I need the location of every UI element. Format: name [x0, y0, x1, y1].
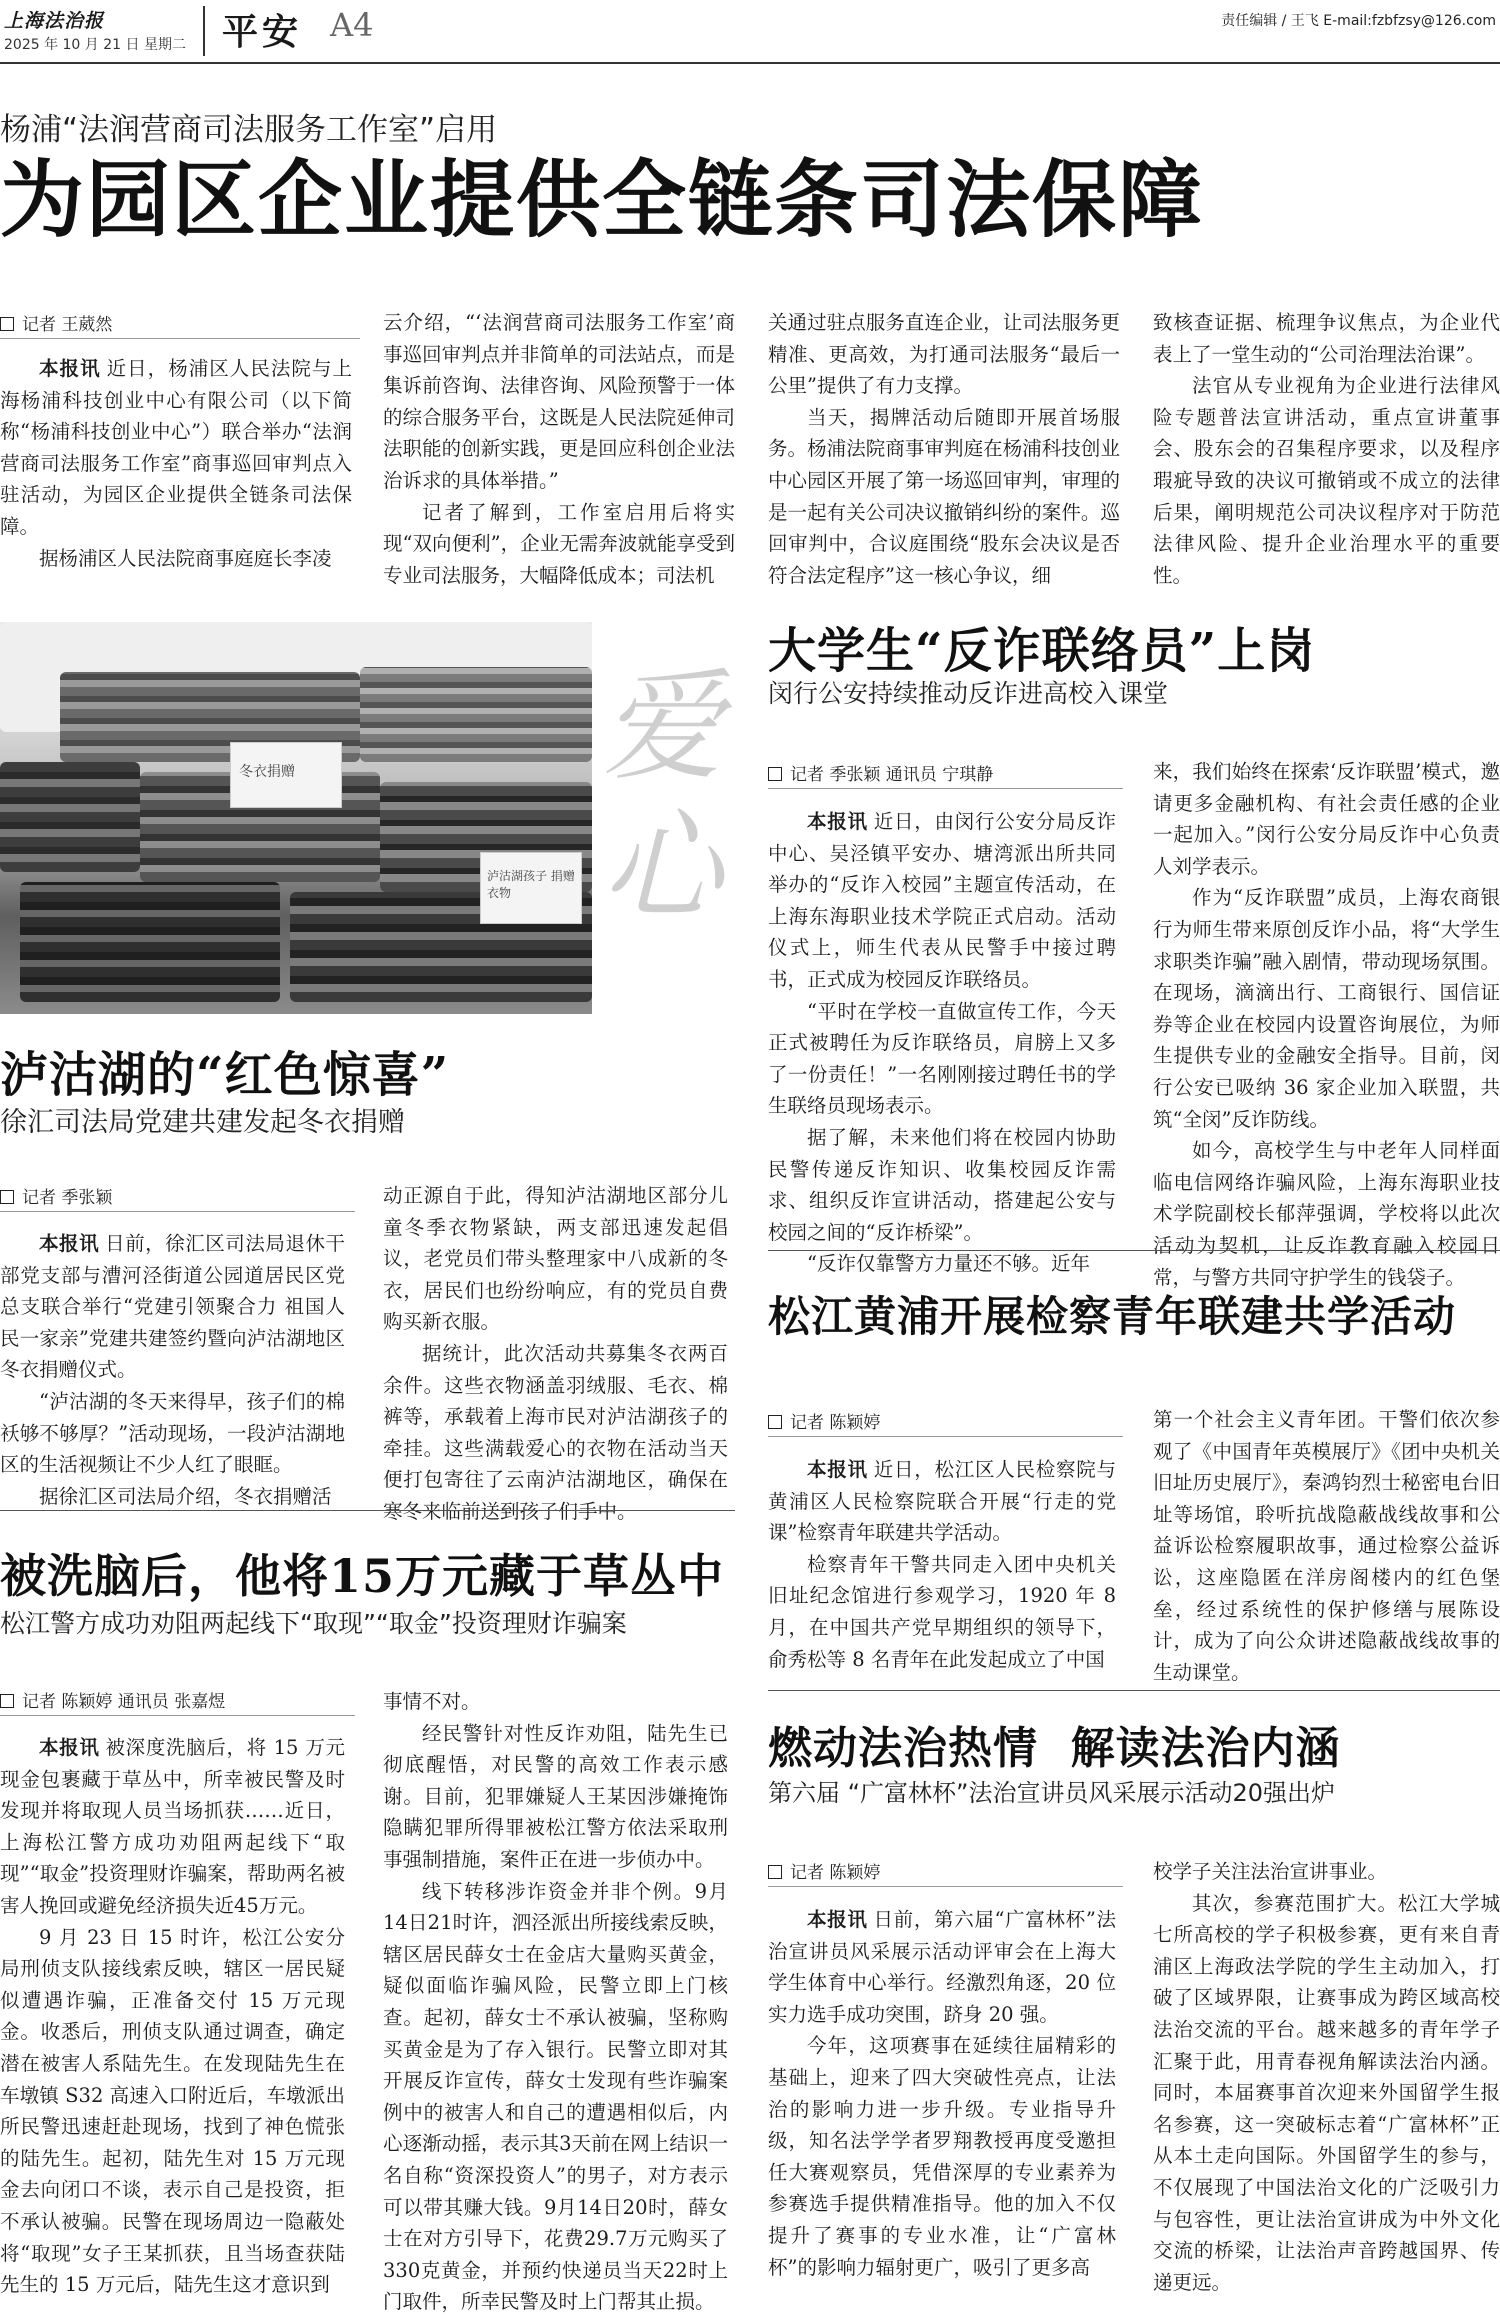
a6-para-3: 校学子关注法治宣讲事业。: [1153, 1860, 1388, 1883]
a3-para-4: “反诈仅靠警方力量还不够。近年: [807, 1252, 1090, 1276]
a2-subtitle: 徐汇司法局党建共建发起冬衣捐赠: [0, 1107, 405, 1138]
editor-info: 责任编辑 / 王飞 E-mail:fzbfzsy@126.com: [1221, 13, 1496, 29]
a2-para-5: 据统计，此次活动共募集冬衣两百余件。这些衣物涵盖羽绒服、毛衣、棉裤等，承载着上海市民对泸沽湖孩子的牵挂。这些满载爱心的衣物在活动当天便打包寄往了云南泸沽湖地区，确保在寒冬来临前送到孩子们手中。: [383, 1341, 728, 1523]
calligraphy-love: 爱心: [602, 658, 722, 937]
clothing-stack: [20, 882, 280, 1002]
a3-para-3: 据了解，未来他们将在校园内协助民警传递反诈知识、收集校园反诈需求、组织反诈宣讲活动，搭建起公安与校园之间的“反诈桥梁”。: [768, 1125, 1116, 1244]
a2-column-2: [383, 1180, 728, 1528]
issue-date: 2025 年 10 月 21 日 星期二: [4, 37, 186, 53]
a1-para-1: 本报讯 近日，杨浦区人民法院与上海杨浦科技创业中心有限公司（以下简称“杨浦科技创业中心”）联合举办“法润营商司法服务工作室”商事巡回审判点入驻活动，为园区企业提供全链条司法保障。: [0, 357, 352, 538]
donation-sign: 泸沽湖孩子 捐赠衣物: [480, 852, 582, 924]
section-name: 平安: [222, 12, 303, 53]
a3-para-5: 来，我们始终在探索‘反诈联盟’模式，邀请更多金融机构、有社会责任感的企业一起加入。”闵行公安分局反诈中心负责人刘学表示。: [1153, 760, 1500, 878]
masthead: [0, 0, 1500, 62]
byline-box-icon: [0, 1694, 14, 1708]
a6-subtitle: 第六届 “广富林杯”法治宣讲员风采展示活动20强出炉: [768, 1779, 1336, 1807]
a4-byline: 记者 陈颖婷 通讯员 张嘉煜: [0, 1687, 225, 1712]
a4-byline-rule: [0, 1715, 355, 1716]
masthead-rule: [0, 62, 1500, 64]
a6-byline-rule: [768, 1886, 1123, 1887]
masthead-divider: [203, 6, 205, 56]
a3-subtitle: 闵行公安持续推动反诈进高校入课堂: [768, 679, 1169, 708]
a5-top-rule: [768, 1250, 1500, 1251]
a1-byline: 记者 王葳然: [0, 310, 112, 335]
a1-para-6: 当天，揭牌活动后随即开展首场服务。杨浦法院商事审判庭在杨浦科技创业中心园区开展了第一场巡回审判，审理的是一起有关公司决议撤销纠纷的案件。巡回审判中，合议庭围绕“股东会决议是否符合法定程序”这一核心争议，细: [768, 405, 1120, 587]
a1-para-2: 据杨浦区人民法院商事庭庭长李凌: [39, 546, 332, 570]
byline-box-icon: [768, 1415, 782, 1429]
a4-column-2: [383, 1686, 728, 2318]
a1-column-4: [1153, 307, 1500, 591]
a4-para-3: 事情不对。: [383, 1690, 481, 1713]
a6-para-1: 本报讯 日前，第六届“广富林杯”法治宣讲员风采展示活动评审会在上海大学生体育中心举行。经激烈角逐，20 位实力选手成功突围，跻身 20 强。: [768, 1908, 1116, 2026]
a1-column-1: [0, 353, 352, 574]
byline-box-icon: [768, 767, 782, 781]
donation-photo: [0, 622, 592, 1014]
a6-top-rule: [768, 1690, 1500, 1691]
paper-logo: 上海法治报: [4, 10, 105, 32]
a1-title: 为园区企业提供全链条司法保障: [0, 150, 1205, 249]
page-number: A4: [330, 6, 374, 44]
a2-bottom-rule: [0, 1510, 735, 1511]
a4-title: 被洗脑后，他将15万元藏于草丛中: [0, 1549, 725, 1603]
a1-kicker: 杨浦“法润营商司法服务工作室”启用: [0, 112, 498, 148]
clothing-stack: [0, 762, 140, 872]
a5-title: 松江黄浦开展检察青年联建共学活动: [768, 1292, 1457, 1341]
a3-column-1: [768, 806, 1116, 1280]
a6-para-4: 其次，参赛范围扩大。松江大学城七所高校的学子积极参赛，更有来自青浦区上海政法学院的学生主动加入，打破了区域界限，让赛事成为跨区域高校法治交流的平台。越来越多的青年学子汇聚于此，用青春视角解读法治内涵。同时，本届赛事首次迎来外国留学生报名参赛，这一突破标志着“广富林杯”正从本土走向国际。外国留学生的参与，不仅展现了中国法治文化的广泛吸引力与包容性，更让法治宣讲成为中外文化交流的桥梁，让法治声音跨越国界、传递更远。: [1153, 1891, 1500, 2294]
a3-title: 大学生“反诈联络员”上岗: [768, 623, 1316, 679]
a5-para-1: 本报讯 近日，松江区人民检察院与黄浦区人民检察院联合开展“行走的党课”检察青年联建共学活动。: [768, 1458, 1116, 1545]
a4-para-2: 9 月 23 日 15 时许，松江公安分局刑侦支队接线索反映，辖区一居民疑似遭遇诈骗，正准备交付 15 万元现金。收悉后，刑侦支队通过调查，确定潜在被害人系陆先生。在发现陆先生在车墩镇 S32 高速入口附近后，车墩派出所民警迅速赶赴现场，找到了神色慌张的陆先生。起初，陆先生对 15 万元现金去向闭口不谈，表示自己是投资，拒不承认被骗。民警在现场周边一隐蔽处将“取现”女子王某抓获，且当场查获陆先生的 15 万元后，陆先生这才意识到: [0, 1925, 345, 2297]
a3-byline-rule: [768, 788, 1123, 789]
a3-column-2: [1153, 756, 1500, 1293]
a2-byline-rule: [0, 1211, 355, 1212]
byline-box-icon: [0, 317, 14, 331]
a5-byline: 记者 陈颖婷: [768, 1408, 880, 1433]
a1-byline-rule: [0, 338, 360, 339]
byline-box-icon: [0, 1190, 14, 1204]
a1-para-7: 致核查证据、梳理争议焦点，为企业代表上了一堂生动的“公司治理法治课”。: [1153, 311, 1500, 366]
a1-column-2: [383, 307, 735, 591]
a1-para-4: 记者了解到，工作室启用后将实现“双向便利”，企业无需奔波就能享受到专业司法服务，大幅降低成本；司法机: [383, 500, 735, 587]
clothing-stack: [360, 667, 592, 762]
donation-sign: 冬衣捐赠: [230, 742, 342, 808]
a3-para-2: “平时在学校一直做宣传工作，今天正式被聘任为反诈联络员，肩膀上又多了一份责任！”一名刚刚接过聘任书的学生联络员现场表示。: [768, 999, 1116, 1118]
a5-para-3: 第一个社会主义青年团。干警们依次参观了《中国青年英模展厅》《团中央机关旧址历史展厅》，秦鸿钧烈士秘密电台旧址等场馆，聆听抗战隐蔽战线故事和公益诉讼检察履职故事，通过检察公益诉讼，这座隐匿在洋房阁楼内的红色堡垒，经过系统性的保护修缮与展陈设计，成为了向公众讲述隐蔽战线故事的生动课堂。: [1153, 1408, 1500, 1684]
a3-para-7: 如今，高校学生与中老年人同样面临电信网络诈骗风险，上海东海职业技术学院副校长郁萍强调，学校将以此次活动为契机，让反诈教育融入校园日常，与警方共同守护学生的钱袋子。: [1153, 1139, 1500, 1289]
a2-title: 泸沽湖的“红色惊喜”: [0, 1047, 450, 1103]
a3-para-6: 作为“反诈联盟”成员，上海农商银行为师生带来原创反诈小品，将“大学生求职类诈骗”融入剧情，带动现场氛围。在现场，滴滴出行、工商银行、国信证券等企业在校园内设置咨询展位，为师生提供专业的金融安全指导。目前，闵行公安已吸纳 36 家企业加入联盟，共筑“全闵”反诈防线。: [1153, 886, 1500, 1131]
a3-para-1: 本报讯 近日，由闵行公安分局反诈中心、吴泾镇平安办、塘湾派出所共同举办的“反诈入校园”主题宣传活动，在上海东海职业技术学院正式启动。活动仪式上，师生代表从民警手中接过聘书，正式成为校园反诈联络员。: [768, 810, 1116, 991]
a2-para-4: 动正源自于此，得知泸沽湖地区部分儿童冬季衣物紧缺，两支部迅速发起倡议，老党员们带头整理家中八成新的冬衣，居民们也纷纷响应，有的党员自费购买新衣服。: [383, 1184, 728, 1334]
byline-box-icon: [768, 1865, 782, 1879]
a4-para-1: 本报讯 被深度洗脑后，将 15 万元现金包裹藏于草丛中，所幸被民警及时发现并将取现人员当场抓获……近日，上海松江警方成功劝阻两起线下“取现”“取金”投资理财诈骗案，帮助两名被害人挽回或避免经济损失近45万元。: [0, 1736, 345, 1917]
a5-para-2: 检察青年干警共同走入团中央机关旧址纪念馆进行参观学习，1920 年 8 月，在中国共产党早期组织的领导下，俞秀松等 8 名青年在此发起成立了中国: [768, 1552, 1116, 1671]
a5-column-2: [1153, 1404, 1500, 1688]
a4-para-5: 线下转移涉诈资金并非个例。9月14日21时许，泗泾派出所接线索反映，辖区居民薛女士在金店大量购买黄金，疑似面临诈骗风险，民警立即上门核查。起初，薛女士不承认被骗，坚称购买黄金是为了存入银行。民警立即对其开展反诈宣传，薛女士发现有些诈骗案例中的被害人和自己的遭遇相似后，内心逐渐动摇，表示其3天前在网上结识一名自称“资深投资人”的男子，对方表示可以带其赚大钱。9月14日20时，薛女士在对方引导下，花费29.7万元购买了330克黄金，并预约快递员当天22时上门取件，所幸民警及时上门帮其止损。: [383, 1879, 728, 2314]
a6-column-2: [1153, 1856, 1500, 2298]
a2-para-1: 本报讯 日前，徐汇区司法局退休干部党支部与漕河泾街道公园道居民区党总支联合举行“党建引领聚合力 祖国人民一家亲”党建共建签约暨向泸沽湖地区冬衣捐赠仪式。: [0, 1232, 345, 1382]
a5-column-1: [768, 1454, 1116, 1675]
a6-byline: 记者 陈颖婷: [768, 1858, 880, 1883]
a5-byline-rule: [768, 1436, 1123, 1437]
a2-para-2: “泸沽湖的冬天来得早，孩子们的棉袄够不够厚？”活动现场，一段泸沽湖地区的生活视频让不少人红了眼眶。: [0, 1389, 345, 1477]
a2-para-3: 据徐汇区司法局介绍，冬衣捐赠活: [39, 1484, 332, 1508]
a1-para-5: 关通过驻点服务直连企业，让司法服务更精准、更高效，为打通司法服务“最后一公里”提供了有力支撑。: [768, 311, 1120, 398]
a6-para-2: 今年，这项赛事在延续往届精彩的基础上，迎来了四大突破性亮点，让法治的影响力进一步升级。专业指导升级，知名法学学者罗翔教授再度受邀担任大赛观察员，凭借深厚的专业素养为参赛选手提供精准指导。他的加入不仅提升了赛事的专业水准，让“广富林杯”的影响力辐射更广，吸引了更多高: [768, 2034, 1116, 2279]
a4-column-1: [0, 1732, 345, 2301]
a4-para-4: 经民警针对性反诈劝阻，陆先生已彻底醒悟，对民警的高效工作表示感谢。目前，犯罪嫌疑人王某因涉嫌掩饰隐瞒犯罪所得罪被松江警方依法采取刑事强制措施，案件正在进一步侦办中。: [383, 1721, 728, 1871]
a6-column-1: [768, 1904, 1116, 2283]
a1-para-3: 云介绍，“‘法润营商司法服务工作室’商事巡回审判点并非简单的司法站点，而是集诉前咨询、法律咨询、风险预警于一体的综合服务平台，这既是人民法院延伸司法职能的创新实践，更是回应科创企业法治诉求的具体举措。”: [383, 311, 735, 492]
a1-para-8: 法官从专业视角为企业进行法律风险专题普法宣讲活动，重点宣讲董事会、股东会的召集程序要求，以及程序瑕疵导致的决议可撤销或不成立的法律后果，阐明规范公司决议程序对于防范法律风险、提升企业治理水平的重要性。: [1153, 374, 1500, 587]
a2-column-1: [0, 1228, 345, 1512]
a4-subtitle: 松江警方成功劝阻两起线下“取现”“取金”投资理财诈骗案: [0, 1609, 627, 1638]
a1-column-3: [768, 307, 1120, 591]
a6-title: 燃动法治热情 解读法治内涵: [768, 1723, 1341, 1774]
a3-byline: 记者 季张颖 通讯员 宁琪静: [768, 760, 993, 785]
a2-byline: 记者 季张颖: [0, 1183, 112, 1208]
